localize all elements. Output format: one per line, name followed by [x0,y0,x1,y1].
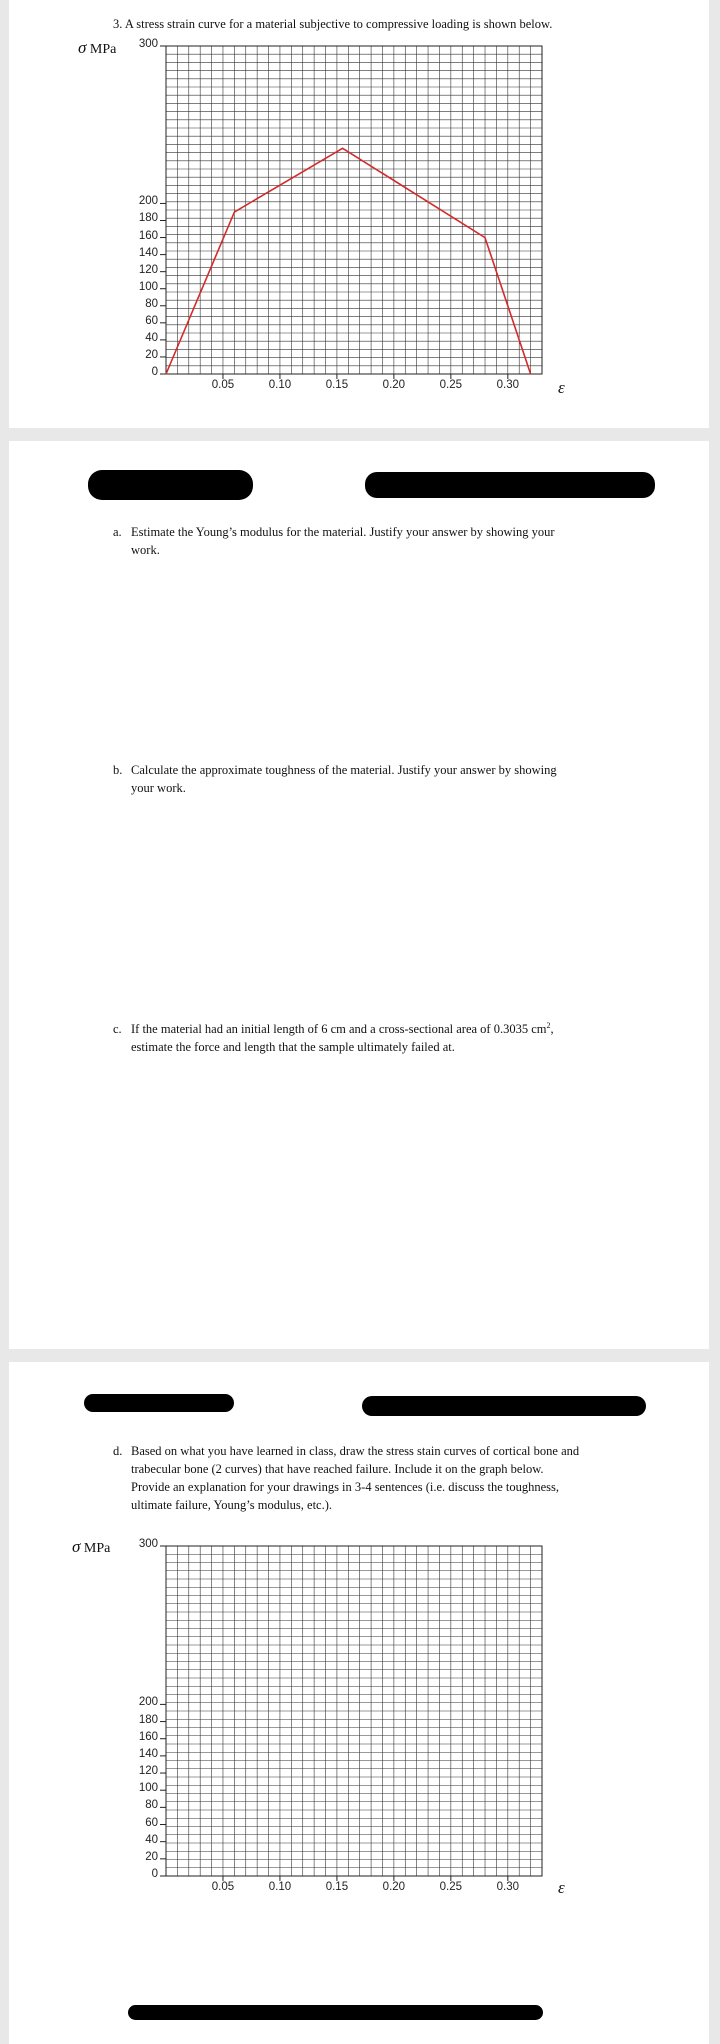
y-tick-label: 200 [138,195,158,208]
y-tick-label: 80 [145,1799,158,1812]
y-tick-label: 180 [138,212,158,225]
y-tick-label: 300 [138,1538,158,1550]
y-tick-label: 140 [138,246,158,259]
question-prompt: A stress strain curve for a material subjective to compressive loading is shown below. [124,17,553,31]
y-tick-label: 40 [145,1833,158,1846]
part-b-text: b. Calculate the approximate toughness of the material. Justify your answer by showing your work. [113,763,557,795]
x-tick-label: 0.30 [496,1881,519,1893]
y-tick-label: 120 [138,263,158,276]
y-tick-label: 60 [145,314,158,327]
y-axis-label-2: σ MPa [72,1537,111,1556]
x-tick-label: 0.15 [325,1881,349,1893]
y-tick-label: 0 [151,1868,158,1880]
x-tick-label: 0.20 [382,379,406,391]
redaction-mark [362,1396,646,1416]
x-tick-label: 0.10 [268,379,292,391]
x-tick-label: 0.20 [382,1881,406,1893]
y-tick-label: 80 [145,297,158,310]
part-a-text: a. Estimate the Young’s modulus for the material. Justify your answer by showing your work. [113,525,555,557]
page-2 [9,441,709,1349]
y-tick-label: 160 [138,1730,158,1743]
y-tick-label: 140 [138,1747,158,1760]
stress-strain-chart [166,46,542,374]
question-3-text [113,15,552,33]
x-tick-label: 0.05 [211,1881,235,1893]
part-d-text: d. Based on what you have learned in class, draw the stress stain curves of cortical bone and trabecular bone (2 curves) that have reached failure. Include it on the graph below. Provide an explanation for your drawings in 3-4 sentences (i.e. discuss the toughness, ultimate failure, Young’s modulus, etc.). [113,1444,580,1512]
y-tick-label: 40 [145,331,158,344]
y-axis-label-1: σ MPa [78,38,117,57]
y-tick-label: 120 [138,1765,158,1778]
x-tick-label: 0.25 [439,379,463,391]
redaction-mark [365,472,655,498]
x-axis-label-2: ε [558,1878,565,1897]
y-tick-label: 0 [151,366,158,378]
y-tick-label: 160 [138,229,158,242]
x-tick-label: 0.25 [439,1881,463,1893]
redaction-mark [88,470,253,500]
x-tick-label: 0.10 [268,1881,292,1893]
x-axis-label-1: ε [558,378,565,397]
y-tick-label: 180 [138,1713,158,1726]
x-tick-label: 0.05 [211,379,235,391]
y-tick-label: 200 [138,1696,158,1709]
y-tick-label: 60 [145,1816,158,1829]
part-c-text: c. If the material had an initial length of 6 cm and a cross-sectional area of 0.3035 $cm^2$, estimate the force and length that the sample ultimately failed at. [113,1021,554,1055]
redaction-bar [128,2005,543,2020]
question-number: 3. [113,17,123,31]
redaction-mark [84,1394,234,1412]
y-tick-label: 20 [145,1850,158,1863]
y-tick-label: 20 [145,348,158,361]
x-tick-label: 0.15 [325,379,349,391]
y-tick-label: 100 [138,280,158,293]
blank-drawing-chart [166,1546,542,1876]
y-tick-label: 100 [138,1782,158,1795]
y-tick-label: 300 [138,38,158,50]
x-tick-label: 0.30 [496,379,519,391]
